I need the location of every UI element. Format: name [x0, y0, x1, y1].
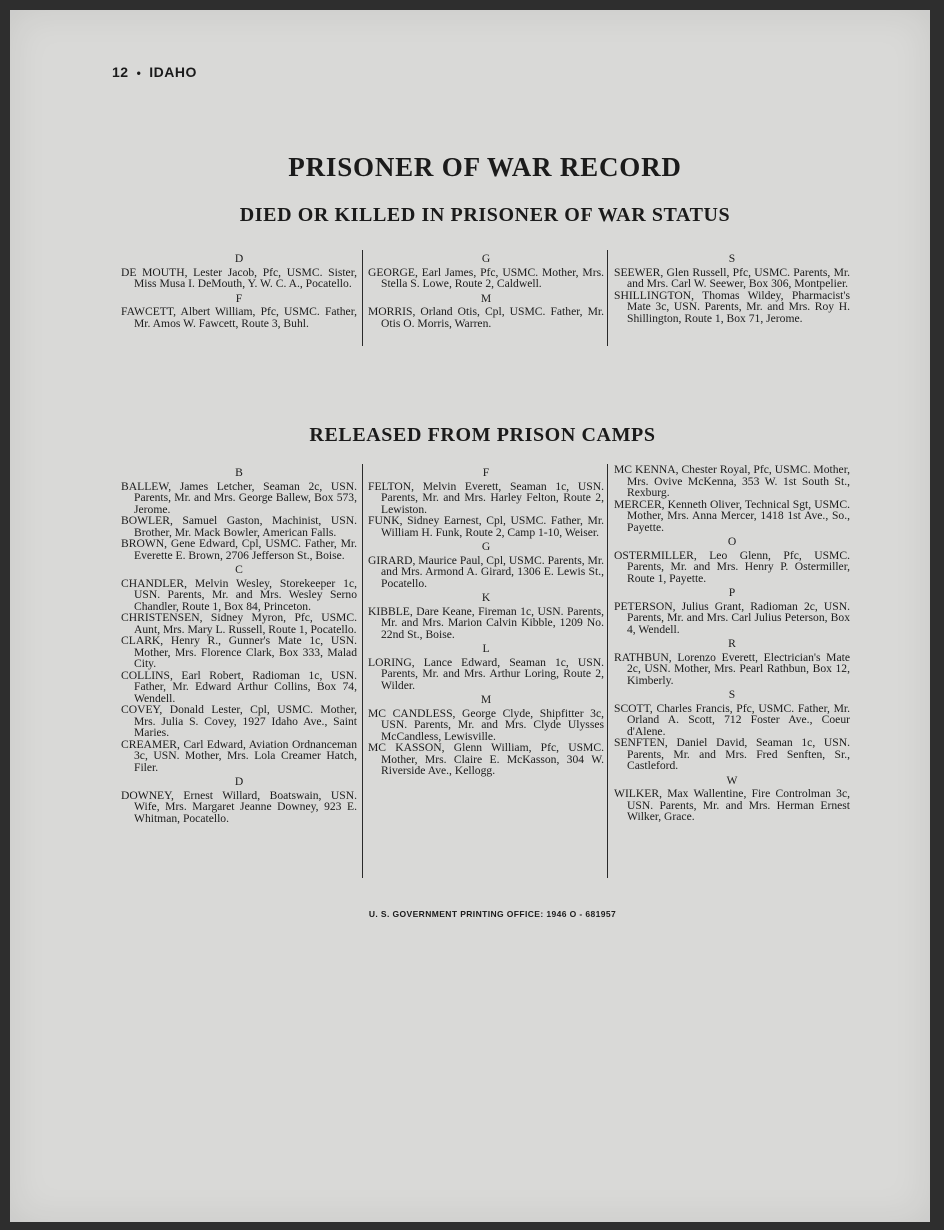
alphabet-letter-heading: F [235, 291, 243, 305]
alphabet-letter-heading: K [481, 591, 491, 604]
running-head [112, 64, 197, 80]
casualty-entry: DOWNEY, Ernest Willard, Boatswain, USN. Wife, Mrs. Margaret Jeanne Downey, 923 E. Whitman, Pocatello. [121, 788, 357, 825]
alphabet-letter-heading: M [480, 291, 492, 305]
alphabet-letter-heading: R [728, 637, 736, 650]
column-divider [362, 250, 363, 346]
casualty-entry: MC KENNA, Chester Royal, Pfc, USMC. Mother, Mrs. Ovive McKenna, 353 W. 1st South St., Rexburg. [614, 463, 850, 499]
released-column-1 [121, 464, 357, 824]
released-column-2 [368, 464, 604, 777]
died-column-1 [121, 250, 357, 329]
casualty-entry: GIRARD, Maurice Paul, Cpl, USMC. Parents, Mr. and Mrs. Armond A. Girard, 1306 E. Lewis St., Pocatello. [368, 553, 604, 590]
alphabet-letter-heading: G [481, 540, 491, 553]
page-number: 12 [112, 64, 129, 80]
casualty-entry: GEORGE, Earl James, Pfc, USMC. Mother, Mrs. Stella S. Lowe, Route 2, Caldwell. [368, 265, 604, 290]
casualty-entry: SENFTEN, Daniel David, Seaman 1c, USN. Parents, Mr. and Mrs. Fred Senften, Sr., Castleford. [614, 736, 850, 772]
casualty-entry: KIBBLE, Dare Keane, Fireman 1c, USN. Parents, Mr. and Mrs. Marion Calvin Kibble, 1209 No. 22nd St., Boise. [368, 604, 604, 641]
casualty-entry: OSTERMILLER, Leo Glenn, Pfc, USMC. Parents, Mr. and Mrs. Henry P. Ostermiller, Route 1, Payette. [614, 548, 850, 585]
casualty-entry: FAWCETT, Albert William, Pfc, USMC. Father, Mr. Amos W. Fawcett, Route 3, Buhl. [121, 305, 357, 330]
casualty-entry: BALLEW, James Letcher, Seaman 2c, USN. Parents, Mr. and Mrs. George Ballew, Box 573, Jerome. [121, 479, 357, 516]
page-title: PRISONER OF WAR RECORD [288, 152, 682, 182]
alphabet-letter-heading: D [234, 252, 244, 265]
casualty-entry: MC CANDLESS, George Clyde, Shipfitter 3c, USN. Parents, Mr. and Mrs. Clyde Ulysses McCandless, Lewisville. [368, 706, 604, 743]
released-section-title: RELEASED FROM PRISON CAMPS [309, 424, 656, 446]
casualty-entry: MORRIS, Orland Otis, Cpl, USMC. Father, Mr. Otis O. Morris, Warren. [368, 305, 604, 330]
casualty-entry: SCOTT, Charles Francis, Pfc, USMC. Father, Mr. Orland A. Scott, 712 Foster Ave., Coeur d'Alene. [614, 701, 850, 738]
casualty-entry: WILKER, Max Wallentine, Fire Controlman 3c, USN. Parents, Mr. and Mrs. Herman Ernest Wilker, Grace. [614, 787, 850, 823]
casualty-entry: CLARK, Henry R., Gunner's Mate 1c, USN. Mother, Mrs. Florence Clark, Box 333, Malad City. [121, 634, 357, 670]
alphabet-letter-heading: O [727, 535, 737, 548]
released-column-3 [614, 464, 850, 823]
casualty-entry: CREAMER, Carl Edward, Aviation Ordnanceman 3c, USN. Mother, Mrs. Lola Creamer Hatch, Filer. [121, 737, 357, 774]
casualty-entry: CHRISTENSEN, Sidney Myron, Pfc, USMC. Aunt, Mrs. Mary L. Russell, Route 1, Pocatello. [121, 611, 357, 636]
column-divider [362, 464, 363, 878]
alphabet-letter-heading: S [728, 252, 736, 265]
casualty-entry: MC KASSON, Glenn William, Pfc, USMC. Mother, Mrs. Claire E. McKasson, 304 W. Riverside Ave., Kellogg. [368, 741, 604, 777]
alphabet-letter-heading: P [728, 586, 736, 599]
casualty-entry: CHANDLER, Melvin Wesley, Storekeeper 1c, USN. Parents, Mr. and Mrs. Wesley Serno Chandler, Route 1, Box 84, Princeton. [121, 576, 357, 613]
casualty-entry: FUNK, Sidney Earnest, Cpl, USMC. Father, Mr. William H. Funk, Route 2, Camp 1-10, Weiser. [368, 514, 604, 539]
died-section-title: DIED OR KILLED IN PRISONER OF WAR STATUS [239, 204, 731, 226]
casualty-entry: BROWN, Gene Edward, Cpl, USMC. Father, Mr. Everette E. Brown, 2706 Jefferson St., Boise. [121, 537, 357, 562]
casualty-entry: SHILLINGTON, Thomas Wildey, Pharmacist's Mate 3c, USN. Parents, Mr. and Mrs. Roy H. Shillington, Route 1, Box 71, Jerome. [614, 288, 850, 325]
casualty-entry: LORING, Lance Edward, Seaman 1c, USN. Parents, Mr. and Mrs. Arthur Loring, Route 2, Wilder. [368, 655, 604, 692]
alphabet-letter-heading: S [728, 688, 736, 701]
died-column-3 [614, 250, 850, 324]
casualty-entry: PETERSON, Julius Grant, Radioman 2c, USN. Parents, Mr. and Mrs. Carl Julius Peterson, Box 4, Wendell. [614, 599, 850, 636]
alphabet-letter-heading: L [482, 642, 490, 655]
alphabet-letter-heading: B [235, 466, 243, 479]
column-divider [607, 250, 608, 346]
alphabet-letter-heading: F [482, 466, 490, 479]
casualty-entry: BOWLER, Samuel Gaston, Machinist, USN. Brother, Mr. Mack Bowler, American Falls. [121, 514, 357, 539]
casualty-entry: SEEWER, Glen Russell, Pfc, USMC. Parents, Mr. and Mrs. Carl W. Seewer, Box 306, Montpelier. [614, 265, 850, 290]
state-name: IDAHO [149, 64, 197, 80]
casualty-entry: FELTON, Melvin Everett, Seaman 1c, USN. Parents, Mr. and Mrs. Harley Felton, Route 2, Lewiston. [368, 479, 604, 516]
alphabet-letter-heading: M [480, 693, 492, 706]
casualty-entry: DE MOUTH, Lester Jacob, Pfc, USMC. Sister, Miss Musa I. DeMouth, Y. W. C. A., Pocatello. [121, 265, 357, 290]
casualty-entry: RATHBUN, Lorenzo Everett, Electrician's Mate 2c, USN. Mother, Mrs. Pearl Rathbun, Box 12, Kimberly. [614, 650, 850, 687]
died-column-2 [368, 250, 604, 329]
casualty-entry: COLLINS, Earl Robert, Radioman 1c, USN. Father, Mr. Edward Arthur Collins, Box 74, Wendell. [121, 668, 357, 705]
alphabet-letter-heading: D [234, 775, 244, 788]
alphabet-letter-heading: C [235, 563, 243, 576]
casualty-entry: MERCER, Kenneth Oliver, Technical Sgt, USMC. Mother, Mrs. Anna Mercer, 1418 1st Ave., So., Payette. [614, 497, 850, 534]
bullet-separator: • [136, 66, 142, 80]
printing-office-footer: U. S. GOVERNMENT PRINTING OFFICE: 1946 O - 681957 [368, 909, 617, 919]
alphabet-letter-heading: W [726, 773, 738, 787]
casualty-entry: COVEY, Donald Lester, Cpl, USMC. Mother, Mrs. Julia S. Covey, 1927 Idaho Ave., Saint Maries. [121, 703, 357, 739]
alphabet-letter-heading: G [481, 252, 491, 265]
column-divider [607, 464, 608, 878]
